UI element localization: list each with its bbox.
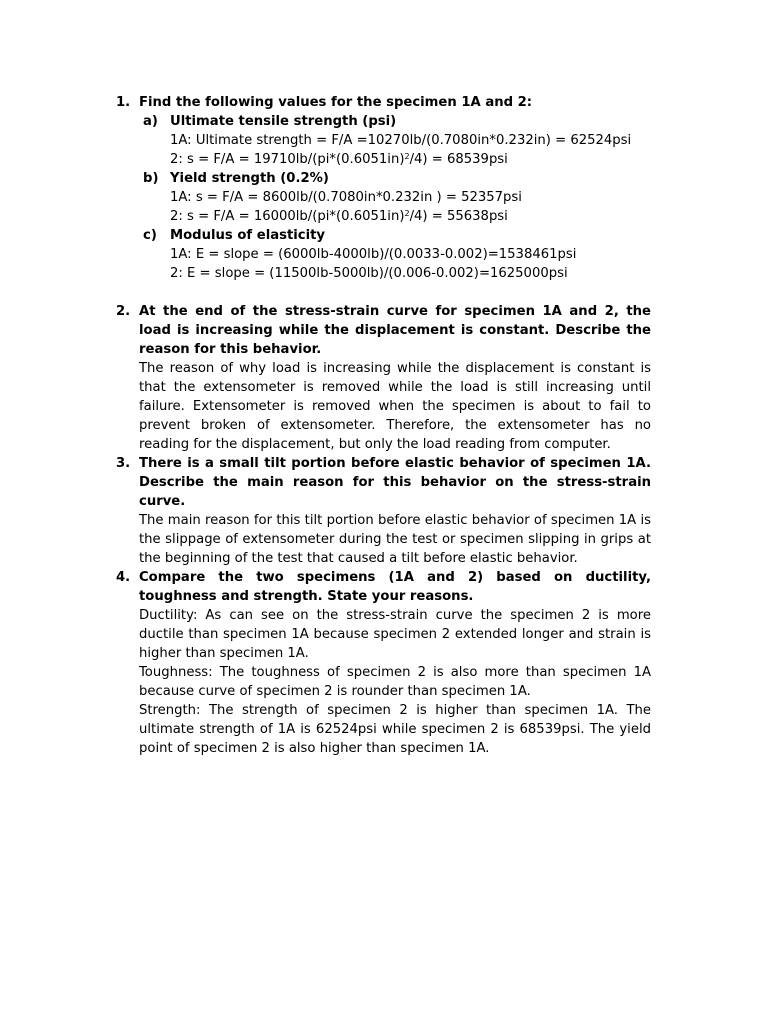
q2-section	[0, 302, 768, 454]
q2-question: At the end of the stress-strain curve for specimen 1A and 2, the load is increasing while the displacement is constant. Describe the reason for this behavior.	[139, 304, 651, 357]
spacer	[0, 283, 768, 302]
q1-heading	[0, 93, 768, 112]
q1a-line2-pre: 2: s = F/A = 19710lb/(pi*(0.6051in)	[170, 152, 405, 167]
q4-number: 4.	[116, 570, 131, 585]
q3-answer: The main reason for this tilt portion before elastic behavior of specimen 1A is the slippage of extensometer during the test or specimen slipping in grips at the beginning of the test that caused a tilt before elastic behavior.	[139, 513, 651, 566]
q1c-calc-1a	[0, 245, 768, 264]
q4-toughness: Toughness: The toughness of specimen 2 is also more than specimen 1A because curve of specimen 2 is rounder than specimen 1A.	[139, 665, 651, 699]
q1-title: Find the following values for the specimen 1A and 2:	[139, 95, 533, 110]
q1a-calc-1a	[0, 131, 768, 150]
q1c-title: Modulus of elasticity	[170, 228, 326, 243]
q1c-line1: 1A: E = slope = (6000lb-4000lb)/(0.0033-0.002)=1538461psi	[170, 247, 577, 262]
q1-number: 1.	[116, 95, 131, 110]
q1a-title: Ultimate tensile strength (psi)	[170, 114, 397, 129]
q2-answer: The reason of why load is increasing while the displacement is constant is that the extensometer is removed while the load is still increasing until failure. Extensometer is removed when the specimen is about to fail to prevent broken of extensometer. Therefore, the extensometer has no reading for the displacement, but only the load reading from computer.	[139, 361, 651, 452]
q1b-calc-2	[0, 207, 768, 226]
q1c-calc-2	[0, 264, 768, 283]
q3-section	[0, 454, 768, 568]
q1a-calc-2	[0, 150, 768, 169]
q1b-letter: b)	[143, 171, 159, 186]
q1a-line1: 1A: Ultimate strength = F/A =10270lb/(0.7080in*0.232in) = 62524psi	[170, 133, 632, 148]
q1a-line2	[170, 150, 508, 169]
q1a-line2-post: /4) = 68539psi	[409, 152, 508, 167]
q1b-calc-1a	[0, 188, 768, 207]
q3-question: There is a small tilt portion before elastic behavior of specimen 1A. Describe the main reason for this behavior on the stress-strain curve.	[139, 456, 651, 509]
q3-number: 3.	[116, 456, 131, 471]
q4-ductility: Ductility: As can see on the stress-strain curve the specimen 2 is more ductile than specimen 1A because specimen 2 extended longer and strain is higher than specimen 1A.	[139, 608, 651, 661]
q4-strength: Strength: The strength of specimen 2 is higher than specimen 1A. The ultimate strength of 1A is 62524psi while specimen 2 is 68539psi. The yield point of specimen 2 is also higher than specimen 1A.	[139, 703, 651, 756]
q1b-line1: 1A: s = F/A = 8600lb/(0.7080in*0.232in ) = 52357psi	[170, 190, 522, 205]
q1c-letter: c)	[143, 228, 157, 243]
q4-section	[0, 568, 768, 758]
q1c-heading	[0, 226, 768, 245]
q1b-title: Yield strength (0.2%)	[170, 171, 329, 186]
q1a-heading	[0, 112, 768, 131]
q1a-line2-sup: 2	[404, 152, 410, 161]
q1b-line2-post: /4) = 55638psi	[409, 209, 508, 224]
q2-number: 2.	[116, 304, 131, 319]
q1b-heading	[0, 169, 768, 188]
q1c-line2: 2: E = slope = (11500lb-5000lb)/(0.006-0.002)=1625000psi	[170, 266, 568, 281]
q1b-line2	[170, 207, 508, 226]
q1a-letter: a)	[143, 114, 158, 129]
q4-question: Compare the two specimens (1A and 2) based on ductility, toughness and strength. State your reasons.	[139, 570, 651, 604]
q1b-line2-pre: 2: s = F/A = 16000lb/(pi*(0.6051in)	[170, 209, 405, 224]
document-page	[0, 93, 768, 758]
q1b-line2-sup: 2	[404, 209, 410, 218]
